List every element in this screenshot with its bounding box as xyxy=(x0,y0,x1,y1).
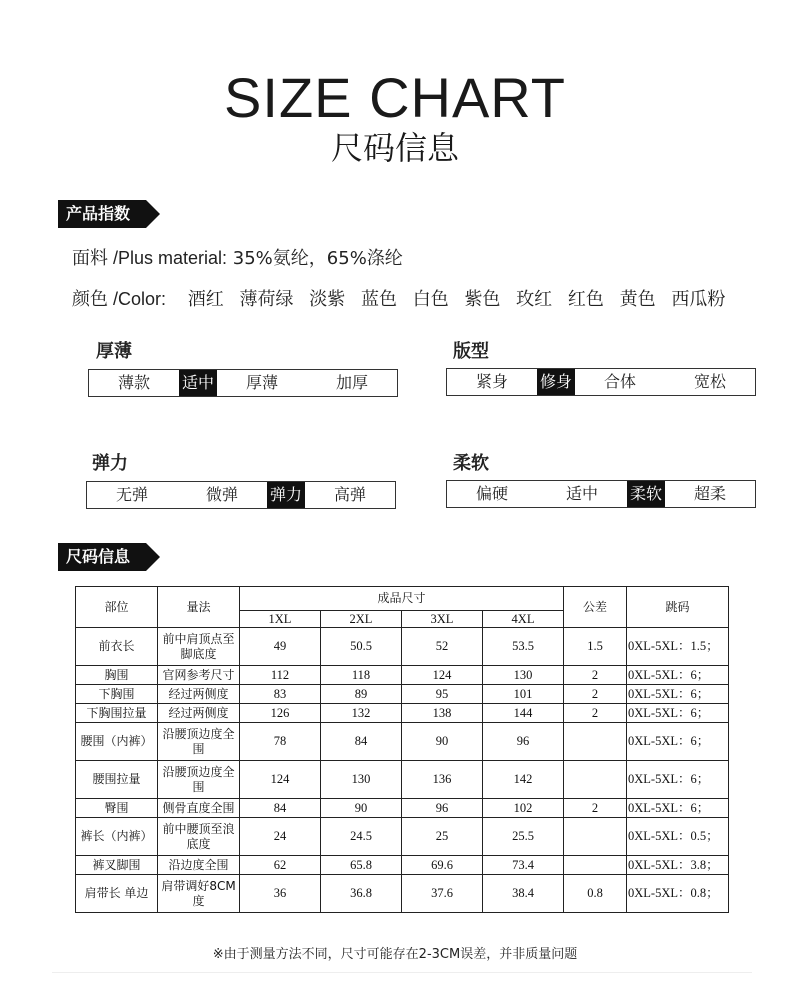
fabric-value: 35%氨纶，65%涤纶 xyxy=(232,248,403,269)
value-cell: 96 xyxy=(402,799,483,818)
table-row xyxy=(76,628,729,666)
grading-cell: 0XL-5XL：1.5； xyxy=(627,628,729,666)
value-cell: 36.8 xyxy=(321,875,402,913)
size-header: 1XL xyxy=(240,611,321,628)
method-cell: 官网参考尺寸 xyxy=(158,666,240,685)
value-cell: 118 xyxy=(321,666,402,685)
value-cell: 49 xyxy=(240,628,321,666)
value-cell: 24 xyxy=(240,818,321,856)
part-cell: 下胸围 xyxy=(76,685,158,704)
value-cell: 136 xyxy=(402,761,483,799)
value-cell: 37.6 xyxy=(402,875,483,913)
value-cell: 101 xyxy=(483,685,564,704)
value-cell: 124 xyxy=(402,666,483,685)
value-cell: 102 xyxy=(483,799,564,818)
color-option: 紫色 xyxy=(464,289,501,310)
elasticity-option: 高弹 xyxy=(334,485,367,504)
table-row xyxy=(76,799,729,818)
part-cell: 胸围 xyxy=(76,666,158,685)
table-row xyxy=(76,666,729,685)
fit-title: 版型 xyxy=(453,341,489,362)
grading-cell: 0XL-5XL：0.8； xyxy=(627,875,729,913)
value-cell: 62 xyxy=(240,856,321,875)
header-tolerance: 公差 xyxy=(564,587,627,628)
grading-cell: 0XL-5XL：6； xyxy=(627,704,729,723)
elasticity-option: 无弹 xyxy=(115,485,148,504)
fit-option: 合体 xyxy=(604,372,637,391)
tolerance-cell: 2 xyxy=(564,685,627,704)
value-cell: 50.5 xyxy=(321,628,402,666)
method-cell: 侧骨直度全围 xyxy=(158,799,240,818)
value-cell: 112 xyxy=(240,666,321,685)
grading-cell: 0XL-5XL：6； xyxy=(627,761,729,799)
value-cell: 142 xyxy=(483,761,564,799)
softness-option: 柔软 xyxy=(627,481,665,507)
part-cell: 前衣长 xyxy=(76,628,158,666)
value-cell: 132 xyxy=(321,704,402,723)
fabric-line xyxy=(72,244,403,270)
color-label: 颜色 /Color: xyxy=(72,289,167,309)
method-cell: 沿腰顶边度全围 xyxy=(158,761,240,799)
color-option: 红色 xyxy=(567,289,604,310)
elasticity-option: 微弹 xyxy=(205,485,238,504)
method-cell: 前中腰顶至浪底度 xyxy=(158,818,240,856)
tolerance-cell xyxy=(564,761,627,799)
header-finished-size: 成品尺寸 xyxy=(240,587,564,611)
tolerance-cell xyxy=(564,723,627,761)
thickness-option: 加厚 xyxy=(336,373,369,392)
color-line xyxy=(72,285,735,311)
value-cell: 69.6 xyxy=(402,856,483,875)
value-cell: 144 xyxy=(483,704,564,723)
fit-option: 紧身 xyxy=(475,372,508,391)
value-cell: 124 xyxy=(240,761,321,799)
value-cell: 52 xyxy=(402,628,483,666)
table-row xyxy=(76,856,729,875)
value-cell: 53.5 xyxy=(483,628,564,666)
header-method: 量法 xyxy=(158,587,240,628)
size-table xyxy=(75,586,729,913)
value-cell: 90 xyxy=(402,723,483,761)
color-option: 淡紫 xyxy=(309,289,346,310)
tolerance-cell: 1.5 xyxy=(564,628,627,666)
value-cell: 84 xyxy=(321,723,402,761)
method-cell: 沿腰顶边度全围 xyxy=(158,723,240,761)
value-cell: 138 xyxy=(402,704,483,723)
header-grading: 跳码 xyxy=(627,587,729,628)
grading-cell: 0XL-5XL：6； xyxy=(627,723,729,761)
thickness-option: 薄款 xyxy=(117,373,150,392)
part-cell: 腰围拉量 xyxy=(76,761,158,799)
color-option: 蓝色 xyxy=(360,289,397,310)
color-option: 薄荷绿 xyxy=(239,289,294,310)
part-cell: 裤叉脚围 xyxy=(76,856,158,875)
thickness-title: 厚薄 xyxy=(96,341,132,362)
value-cell: 130 xyxy=(483,666,564,685)
value-cell: 25 xyxy=(402,818,483,856)
fit-scale xyxy=(446,368,756,396)
value-cell: 84 xyxy=(240,799,321,818)
page-title: SIZE CHART xyxy=(224,66,566,129)
softness-option: 偏硬 xyxy=(475,484,508,503)
grading-cell: 0XL-5XL：6； xyxy=(627,685,729,704)
table-row xyxy=(76,704,729,723)
value-cell: 24.5 xyxy=(321,818,402,856)
part-cell: 臀围 xyxy=(76,799,158,818)
tolerance-cell: 2 xyxy=(564,704,627,723)
size-header: 2XL xyxy=(321,611,402,628)
size-header: 4XL xyxy=(483,611,564,628)
thickness-option: 适中 xyxy=(179,370,217,396)
table-row xyxy=(76,761,729,799)
tolerance-cell: 2 xyxy=(564,666,627,685)
divider xyxy=(52,972,752,973)
tolerance-cell: 0.8 xyxy=(564,875,627,913)
method-cell: 经过两侧度 xyxy=(158,704,240,723)
method-cell: 肩带调好8CM度 xyxy=(158,875,240,913)
value-cell: 36 xyxy=(240,875,321,913)
elasticity-title: 弹力 xyxy=(92,453,128,474)
value-cell: 83 xyxy=(240,685,321,704)
softness-option: 适中 xyxy=(565,484,598,503)
section-tag-size-info: 尺码信息 xyxy=(58,543,146,571)
value-cell: 78 xyxy=(240,723,321,761)
part-cell: 腰围（内裤） xyxy=(76,723,158,761)
softness-option: 超柔 xyxy=(694,484,727,503)
method-cell: 前中肩顶点至脚底度 xyxy=(158,628,240,666)
grading-cell: 0XL-5XL：3.8； xyxy=(627,856,729,875)
value-cell: 65.8 xyxy=(321,856,402,875)
page-subtitle: 尺码信息 xyxy=(330,129,459,167)
value-cell: 90 xyxy=(321,799,402,818)
grading-cell: 0XL-5XL：6； xyxy=(627,666,729,685)
fabric-label: 面料 /Plus material: xyxy=(72,248,228,268)
value-cell: 25.5 xyxy=(483,818,564,856)
grading-cell: 0XL-5XL：6； xyxy=(627,799,729,818)
value-cell: 96 xyxy=(483,723,564,761)
thickness-scale xyxy=(88,369,398,397)
tolerance-cell xyxy=(564,818,627,856)
fit-option: 宽松 xyxy=(694,372,727,391)
softness-scale xyxy=(446,480,756,508)
value-cell: 130 xyxy=(321,761,402,799)
size-header: 3XL xyxy=(402,611,483,628)
fit-option: 修身 xyxy=(537,369,575,395)
part-cell: 下胸围拉量 xyxy=(76,704,158,723)
method-cell: 经过两侧度 xyxy=(158,685,240,704)
part-cell: 裤长（内裤） xyxy=(76,818,158,856)
tolerance-cell xyxy=(564,856,627,875)
table-row xyxy=(76,818,729,856)
part-cell: 肩带长 单边 xyxy=(76,875,158,913)
measurement-note: ※由于测量方法不同，尺寸可能存在2-3CM误差，并非质量问题 xyxy=(212,947,578,962)
thickness-option: 厚薄 xyxy=(246,373,279,392)
table-row xyxy=(76,875,729,913)
tolerance-cell: 2 xyxy=(564,799,627,818)
color-option: 酒红 xyxy=(187,289,224,310)
value-cell: 126 xyxy=(240,704,321,723)
value-cell: 89 xyxy=(321,685,402,704)
color-option: 黄色 xyxy=(619,289,656,310)
elasticity-scale xyxy=(86,481,396,509)
table-row xyxy=(76,685,729,704)
elasticity-option: 弹力 xyxy=(267,482,305,508)
value-cell: 95 xyxy=(402,685,483,704)
section-tag-product-index: 产品指数 xyxy=(58,200,146,228)
value-cell: 73.4 xyxy=(483,856,564,875)
grading-cell: 0XL-5XL：0.5； xyxy=(627,818,729,856)
method-cell: 沿边度全围 xyxy=(158,856,240,875)
softness-title: 柔软 xyxy=(453,453,489,474)
header-part: 部位 xyxy=(76,587,158,628)
color-option: 白色 xyxy=(412,289,449,310)
color-option: 玫红 xyxy=(516,289,553,310)
table-row xyxy=(76,723,729,761)
color-option: 西瓜粉 xyxy=(671,289,726,310)
value-cell: 38.4 xyxy=(483,875,564,913)
